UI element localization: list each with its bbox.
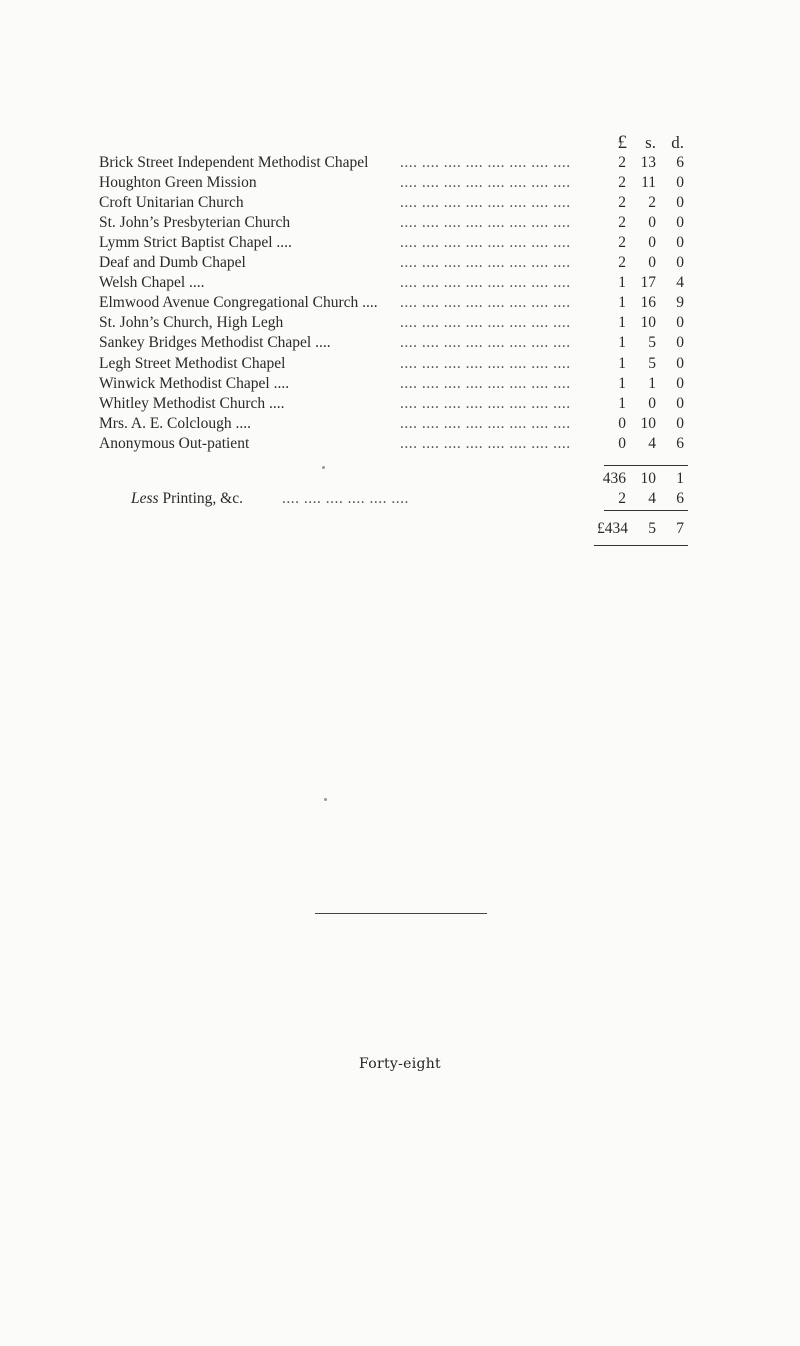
total-bottom-rule	[594, 545, 688, 546]
leader-dots: .... .... .... .... .... .... .... ....	[400, 334, 571, 352]
entry-name: Lymm Strict Baptist Chapel ....	[99, 233, 298, 253]
header-pounds: £	[617, 132, 627, 153]
table-row	[0, 293, 800, 313]
entry-pence: 6	[676, 434, 684, 452]
entry-shillings: 5	[648, 334, 656, 352]
entry-name: Sankey Bridges Methodist Chapel ....	[99, 333, 337, 353]
table-row	[0, 153, 800, 173]
entry-pounds: 1	[618, 354, 626, 372]
less-printing-row	[0, 489, 800, 509]
less-pounds: 2	[618, 490, 626, 507]
entry-pounds: 1	[618, 374, 626, 392]
less-label	[131, 489, 249, 509]
subtotal-shillings: 10	[640, 470, 656, 487]
subtotal-rule	[604, 465, 688, 466]
entry-pence: 4	[676, 274, 684, 292]
table-row	[0, 313, 800, 333]
leader-dots: .... .... .... .... .... .... .... ....	[400, 414, 571, 432]
table-row	[0, 173, 800, 193]
leader-dots: .... .... .... .... .... .... .... ....	[400, 434, 571, 452]
entry-name: Legh Street Methodist Chapel	[99, 354, 291, 374]
entry-shillings: 0	[648, 394, 656, 412]
entry-shillings: 11	[641, 174, 656, 192]
entry-name: Houghton Green Mission	[99, 173, 263, 193]
header-pence: d.	[671, 133, 684, 152]
total-pence: 7	[676, 520, 684, 537]
table-row	[0, 354, 800, 374]
entry-pounds: 0	[618, 414, 626, 432]
entry-name: Welsh Chapel ....	[99, 273, 211, 293]
entry-name: Deaf and Dumb Chapel	[99, 253, 252, 273]
subtotal-row	[0, 469, 800, 489]
leader-dots: .... .... .... .... .... .... .... ....	[400, 354, 571, 372]
entry-shillings: 10	[640, 314, 656, 332]
leader-dots: .... .... .... .... .... .... .... ....	[400, 214, 571, 232]
less-shillings: 4	[648, 490, 656, 507]
entry-shillings: 17	[640, 274, 656, 292]
leader-dots: .... .... .... .... .... .... .... ....	[400, 314, 571, 332]
header-shillings: s.	[645, 133, 656, 152]
table-row	[0, 394, 800, 414]
total-row	[0, 519, 800, 539]
entry-name: Croft Unitarian Church	[99, 193, 250, 213]
entry-pence: 9	[676, 294, 684, 312]
entry-pounds: 1	[618, 314, 626, 332]
entry-pounds: 0	[618, 434, 626, 452]
leader-dots: .... .... .... .... .... .... .... ....	[400, 174, 571, 192]
leader-dots: .... .... .... .... .... .... .... ....	[400, 254, 571, 272]
entry-shillings: 0	[648, 234, 656, 252]
entry-name: Winwick Methodist Chapel ....	[99, 374, 295, 394]
entry-pounds: 1	[618, 274, 626, 292]
entry-pounds: 1	[618, 394, 626, 412]
table-row	[0, 333, 800, 353]
entry-shillings: 0	[648, 214, 656, 232]
entry-pounds: 2	[618, 234, 626, 252]
leader-dots: .... .... .... .... .... .... .... ....	[400, 154, 571, 171]
entry-shillings: 1	[648, 374, 656, 392]
leader-dots: .... .... .... .... .... .... .... ....	[400, 374, 571, 392]
table-row	[0, 233, 800, 253]
entry-name: Brick Street Independent Methodist Chapel	[99, 153, 374, 173]
entry-pence: 0	[676, 394, 684, 412]
subtotal-pence: 1	[676, 470, 684, 487]
leader-dots: .... .... .... .... .... ....	[282, 490, 409, 507]
table-row	[0, 193, 800, 213]
total-shillings: 5	[648, 520, 656, 537]
entry-name: Mrs. A. E. Colclough ....	[99, 414, 257, 434]
print-speck	[322, 466, 325, 469]
table-row	[0, 253, 800, 273]
page-number-footer: Forty-eight	[358, 1056, 441, 1072]
total-pounds: £434	[597, 520, 628, 537]
entry-pence: 0	[676, 414, 684, 432]
entry-pounds: 2	[618, 214, 626, 232]
entry-shillings: 16	[640, 294, 656, 312]
entry-pence: 0	[676, 194, 684, 212]
entry-pounds: 2	[618, 194, 626, 212]
leader-dots: .... .... .... .... .... .... .... ....	[400, 234, 571, 252]
entry-pence: 0	[676, 334, 684, 352]
entry-shillings: 4	[648, 434, 656, 452]
table-row	[0, 374, 800, 394]
leader-dots: .... .... .... .... .... .... .... ....	[400, 274, 571, 292]
less-pence: 6	[676, 490, 684, 507]
entry-shillings: 10	[640, 414, 656, 432]
entry-pence: 0	[676, 234, 684, 252]
entry-pounds: 2	[618, 254, 626, 272]
entry-name: St. John’s Presbyterian Church	[99, 213, 296, 233]
entry-pounds: 2	[618, 154, 626, 171]
less-label-italic: Less	[131, 490, 159, 507]
entry-pounds: 2	[618, 174, 626, 192]
entry-pence: 0	[676, 354, 684, 372]
entry-name: Whitley Methodist Church ....	[99, 394, 291, 414]
entry-shillings: 13	[640, 154, 656, 171]
leader-dots: .... .... .... .... .... .... .... ....	[400, 294, 571, 312]
entry-pence: 0	[676, 314, 684, 332]
section-divider	[315, 913, 487, 914]
print-speck	[324, 798, 327, 801]
entry-shillings: 0	[648, 254, 656, 272]
entry-pounds: 1	[618, 294, 626, 312]
entry-pence: 6	[676, 154, 684, 171]
entry-name: Anonymous Out-patient	[99, 434, 255, 454]
leader-dots: .... .... .... .... .... .... .... ....	[400, 194, 571, 212]
entry-shillings: 2	[648, 194, 656, 212]
total-rule	[604, 510, 688, 511]
less-label-rest: Printing, &c.	[162, 490, 243, 507]
entry-name: St. John’s Church, High Legh	[99, 313, 289, 333]
table-row	[0, 273, 800, 293]
leader-dots: .... .... .... .... .... .... .... ....	[400, 394, 571, 412]
entry-pence: 0	[676, 174, 684, 192]
table-row	[0, 434, 800, 454]
table-row	[0, 213, 800, 233]
subtotal-pounds: 436	[602, 470, 626, 487]
table-row	[0, 414, 800, 434]
entry-pence: 0	[676, 254, 684, 272]
entry-shillings: 5	[648, 354, 656, 372]
entry-pence: 0	[676, 374, 684, 392]
entry-name: Elmwood Avenue Congregational Church ....	[99, 293, 384, 313]
entry-pounds: 1	[618, 334, 626, 352]
entry-pence: 0	[676, 214, 684, 232]
